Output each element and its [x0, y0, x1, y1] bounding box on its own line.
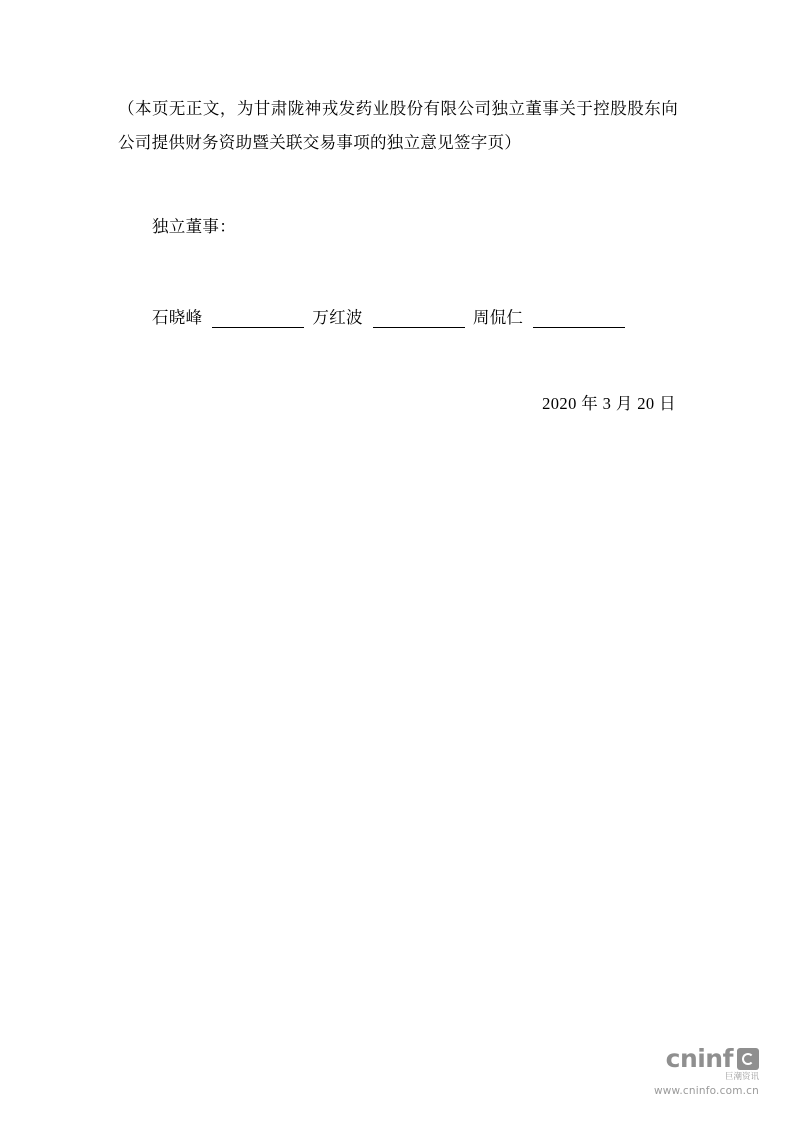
cninfo-logo-mark — [609, 1046, 759, 1071]
independent-directors-label: 独立董事： — [152, 217, 236, 236]
signature-line-3 — [533, 313, 625, 328]
lead-paragraph: （本页无正文，为甘肃陇神戎发药业股份有限公司独立董事关于控股股东向公司提供财务资助暨关联交易事项的独立意见签字页） — [118, 99, 678, 152]
signer-name-2: 万红波 — [312, 308, 363, 327]
signature-row — [152, 304, 678, 328]
cninfo-logo-subtitle: 巨潮资讯 — [724, 1072, 759, 1082]
document-date: 2020 年 3 月 20 日 — [542, 394, 676, 413]
signer-name-3: 周侃仁 — [472, 308, 524, 327]
cninfo-logo-icon — [737, 1048, 759, 1070]
cninfo-logo-text: cninf — [665, 1044, 733, 1073]
signer-name-1: 石晓峰 — [152, 308, 203, 327]
cninfo-watermark — [609, 1044, 759, 1098]
cninfo-logo-url: www.cninfo.com.cn — [653, 1085, 759, 1098]
signature-line-2 — [373, 313, 465, 328]
signature-line-1 — [212, 313, 304, 328]
document-body — [118, 92, 678, 414]
